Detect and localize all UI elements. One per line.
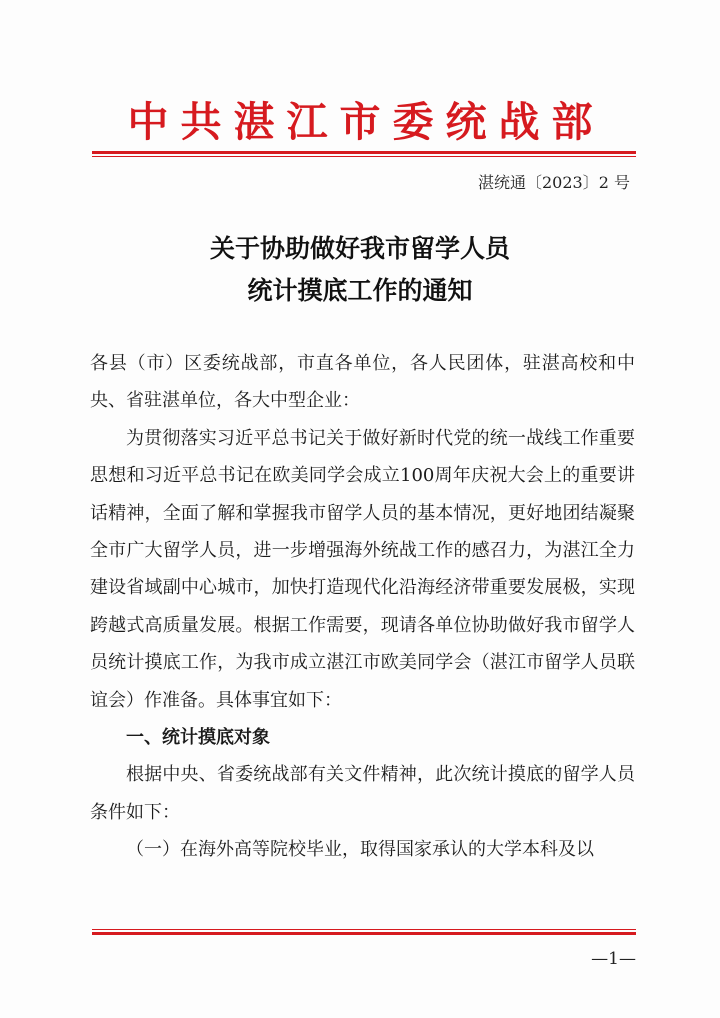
document-title-line-2: 统计摸底工作的通知 <box>247 276 473 305</box>
document-title-line-1: 关于协助做好我市留学人员 <box>209 234 510 263</box>
body-paragraph: 为贯彻落实习近平总书记关于做好新时代党的统一战线工作重要思想和习近平总书记在欧美同学会成立100周年庆祝大会上的重要讲话精神，全面了解和掌握我市留学人员的基本情况，更好地团结凝聚全市广大留学人员，进一步增强海外统战工作的感召力，为湛江全力建设省域副中心城市，加快打造现代化沿海经济带重要发展极，实现跨越式高质量发展。根据工作需要，现请各单位协助做好我市留学人员统计摸底工作，为我市成立湛江市欧美同学会（湛江市留学人员联谊会）作准备。具体事宜如下： <box>90 427 635 711</box>
document-body <box>90 345 635 869</box>
document-number: 湛统通〔2023〕2 号 <box>478 173 630 192</box>
header-red-rule-thin <box>92 156 636 157</box>
document-title <box>0 228 720 312</box>
header-red-rule-thick <box>92 151 636 154</box>
footer-red-rule-thin <box>92 929 636 930</box>
body-paragraph: （一）在海外高等院校毕业，取得国家承认的大学本科及以 <box>126 839 594 861</box>
addressee-paragraph: 各县（市）区委统战部，市直各单位，各人民团体，驻湛高校和中央、省驻湛单位，各大中型企业： <box>90 353 635 412</box>
body-paragraph: 根据中央、省委统战部有关文件精神，此次统计摸底的留学人员条件如下： <box>90 764 635 823</box>
section-heading: 一、统计摸底对象 <box>126 727 270 749</box>
footer-red-rule-thick <box>92 932 636 935</box>
organization-header: 中共湛江市委统战部 <box>127 98 605 146</box>
page-number: —1— <box>591 949 636 969</box>
